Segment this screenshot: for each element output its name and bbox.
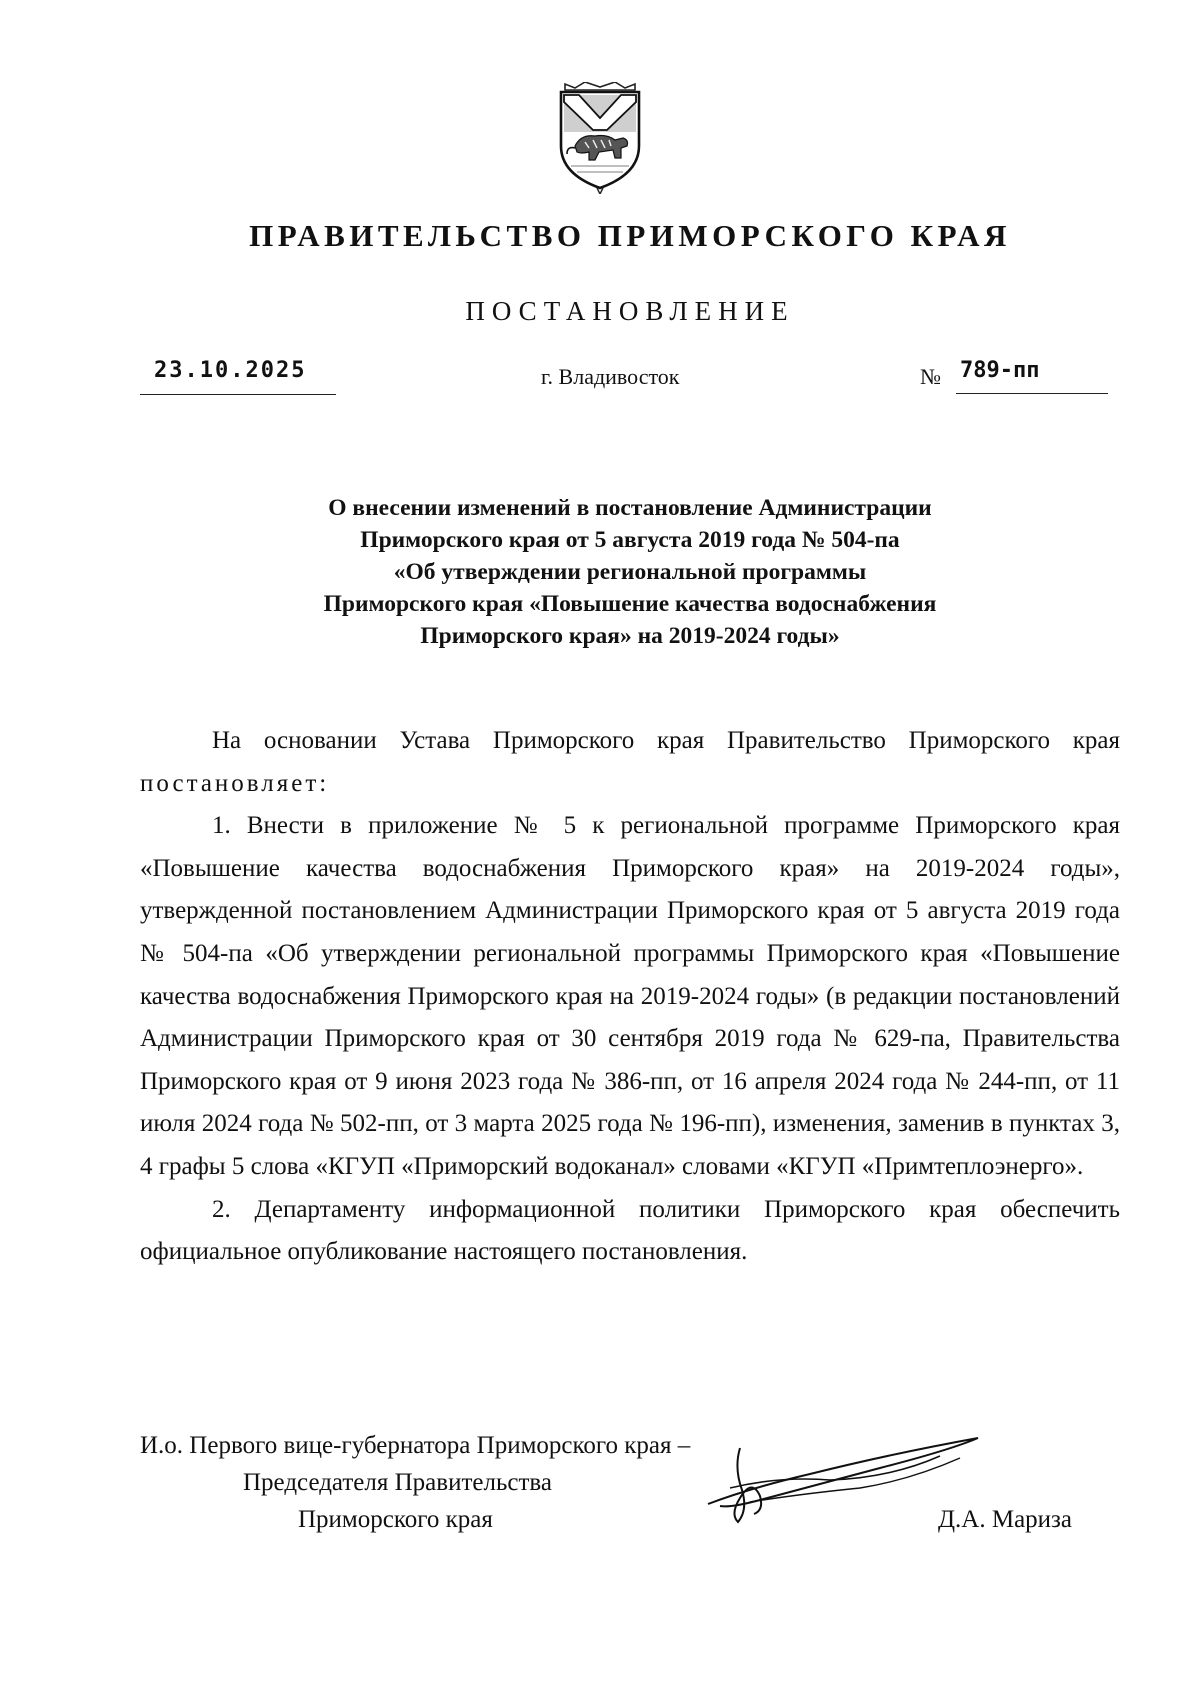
document-city: г. Владивосток <box>541 364 680 389</box>
subject-line: О внесении изменений в постановление Администрации <box>328 495 932 521</box>
number-underline <box>956 393 1108 394</box>
document-date: 23.10.2025 <box>154 358 307 383</box>
document-body <box>140 720 1120 1274</box>
number-sign: № <box>920 364 941 389</box>
coat-of-arms-icon <box>555 82 645 194</box>
document-subject <box>150 492 1110 652</box>
signer-name: Д.А. Мариза <box>938 1506 1073 1533</box>
organization-title: ПРАВИТЕЛЬСТВО ПРИМОРСКОГО КРАЯ <box>249 218 1011 253</box>
resolves-word: постановляет: <box>140 769 330 797</box>
item-1-paragraph: 1. Внести в приложение № 5 к региональной программе Приморского края «Повышение качества водоснабжения Приморского края» на 2019-2024 годы», утвержденной постановлением Администрации Приморского края от 5 августа 2019 года № 504-па «Об утверждении региональной программы Приморского края «Повышение качества водоснабжения Приморского края на 2019-2024 годы» (в редакции постановлений Администрации Приморского края от 30 сентября 2019 года № 629-па, Правительства Приморского края от 9 июня 2023 года № 386-пп, от 16 апреля 2024 года № 244-пп, от 11 июля 2024 года № 502-пп, от 3 марта 2025 года № 196-пп), изменения, заменив в пунктах 3, 4 графы 5 слова «КГУП «Приморский водоканал» словами «КГУП «Примтеплоэнерго». <box>140 812 1120 1180</box>
signer-position-line-2: Председателя Правительства <box>243 1469 552 1496</box>
document-date-field <box>140 358 336 395</box>
signer-position-line-1: И.о. Первого вице-губернатора Приморского края – <box>140 1432 691 1459</box>
document-number: 789-пп <box>960 358 1040 383</box>
subject-line: Приморского края» на 2019-2024 годы» <box>420 623 840 649</box>
item-2-paragraph: 2. Департаменту информационной политики Приморского края обеспечить официальное опубликование настоящего постановления. <box>140 1195 1120 1266</box>
document-number-field <box>920 358 1108 394</box>
subject-line: «Об утверждении региональной программы <box>393 559 867 585</box>
document-type: ПОСТАНОВЛЕНИЕ <box>465 296 795 326</box>
handwritten-signature-icon <box>690 1418 990 1528</box>
subject-line: Приморского края от 5 августа 2019 года № 504-па <box>360 527 900 553</box>
intro-text: На основании Устава Приморского края Правительство Приморского края <box>212 727 1120 754</box>
signer-position-line-3: Приморского края <box>298 1506 493 1533</box>
intro-paragraph <box>140 720 1120 805</box>
subject-line: Приморского края «Повышение качества водоснабжения <box>323 591 937 617</box>
